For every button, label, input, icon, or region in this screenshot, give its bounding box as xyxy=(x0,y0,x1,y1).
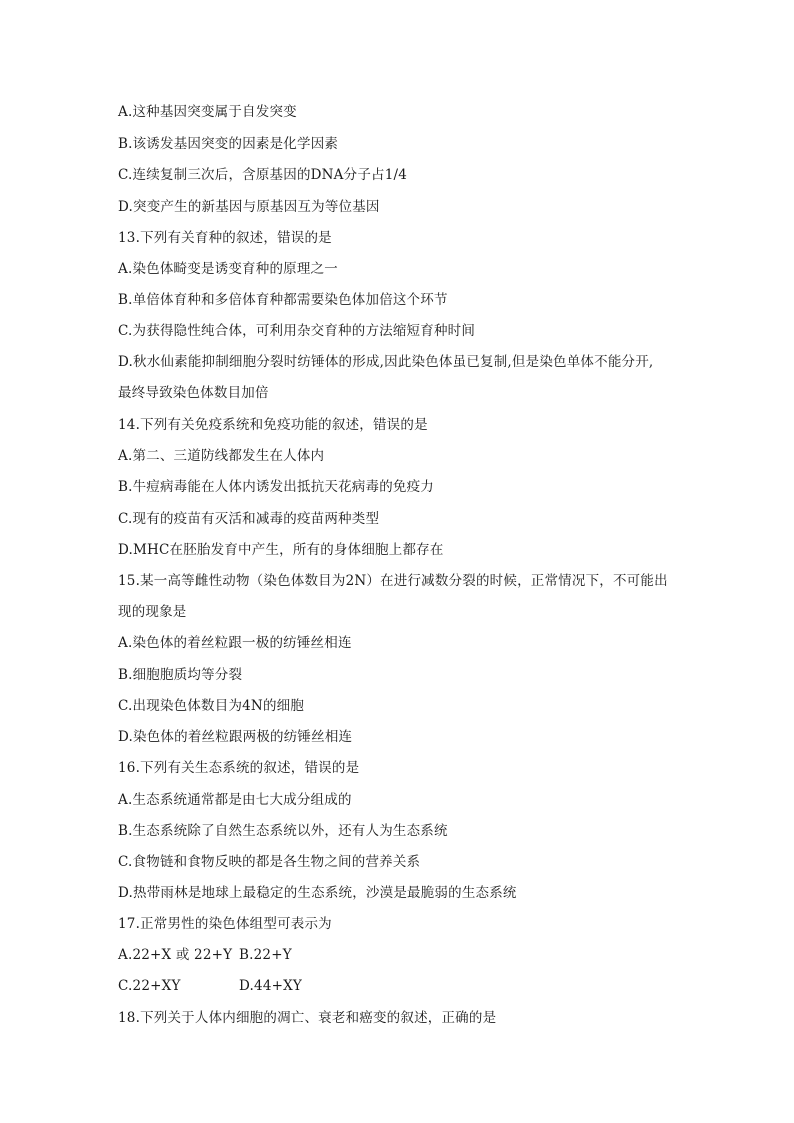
question-16: 16.下列有关生态系统的叙述，错误的是 xyxy=(118,760,360,776)
text-line: C.连续复制三次后，含原基因的DNA分子占1/4 xyxy=(118,167,408,183)
text-line: C.现有的疫苗有灭活和减毒的疫苗两种类型 xyxy=(118,511,380,527)
text-line: C.食物链和食物反映的都是各生物之间的营养关系 xyxy=(118,854,421,870)
text-line: B.细胞胞质均等分裂 xyxy=(118,667,243,683)
text-line: B.该诱发基因突变的因素是化学因素 xyxy=(118,136,339,152)
text-line: A.第二、三道防线都发生在人体内 xyxy=(118,448,325,464)
options-row xyxy=(118,977,688,995)
text-line: D.MHC在胚胎发育中产生，所有的身体细胞上都存在 xyxy=(118,542,444,558)
text-line: 现的现象是 xyxy=(118,604,187,620)
text-line: 最终导致染色体数目加倍 xyxy=(118,385,269,401)
text-line: C.为获得隐性纯合体，可利用杂交育种的方法缩短育种时间 xyxy=(118,323,476,339)
option-d: D.44+XY xyxy=(239,978,303,994)
option-b: B.22+Y xyxy=(239,947,292,963)
option-c: C.22+XY xyxy=(118,978,181,994)
text-line: B.牛痘病毒能在人体内诱发出抵抗天花病毒的免疫力 xyxy=(118,479,435,495)
question-13: 13.下列有关育种的叙述，错误的是 xyxy=(118,230,332,246)
question-18: 18.下列关于人体内细胞的凋亡、衰老和癌变的叙述，正确的是 xyxy=(118,1010,497,1026)
text-line: D.染色体的着丝粒跟两极的纺锤丝相连 xyxy=(118,729,353,745)
text-line: D.秋水仙素能抑制细胞分裂时纺锤体的形成,因此染色体虽已复制,但是染色单体不能分开, xyxy=(118,354,654,370)
text-line: D.突变产生的新基因与原基因互为等位基因 xyxy=(118,199,380,215)
text-line: C.出现染色体数目为4N的细胞 xyxy=(118,698,305,714)
question-15: 15.某一高等雌性动物（染色体数目为2N）在进行减数分裂的时候，正常情况下，不可能出 xyxy=(118,573,668,589)
text-line: A.这种基因突变属于自发突变 xyxy=(118,104,297,120)
option-a: A.22+X 或 22+Y xyxy=(118,947,233,963)
text-line: B.生态系统除了自然生态系统以外，还有人为生态系统 xyxy=(118,823,448,839)
text-line: D.热带雨林是地球上最稳定的生态系统，沙漠是最脆弱的生态系统 xyxy=(118,885,517,901)
text-line: A.染色体的着丝粒跟一极的纺锤丝相连 xyxy=(118,635,352,651)
text-line: A.染色体畸变是诱变育种的原理之一 xyxy=(118,261,338,277)
text-line: B.单倍体育种和多倍体育种都需要染色体加倍这个环节 xyxy=(118,292,448,308)
question-14: 14.下列有关免疫系统和免疫功能的叙述，错误的是 xyxy=(118,417,428,433)
options-row xyxy=(118,946,688,964)
text-line: A.生态系统通常都是由七大成分组成的 xyxy=(118,792,352,808)
question-17: 17.正常男性的染色体组型可表示为 xyxy=(118,916,332,932)
